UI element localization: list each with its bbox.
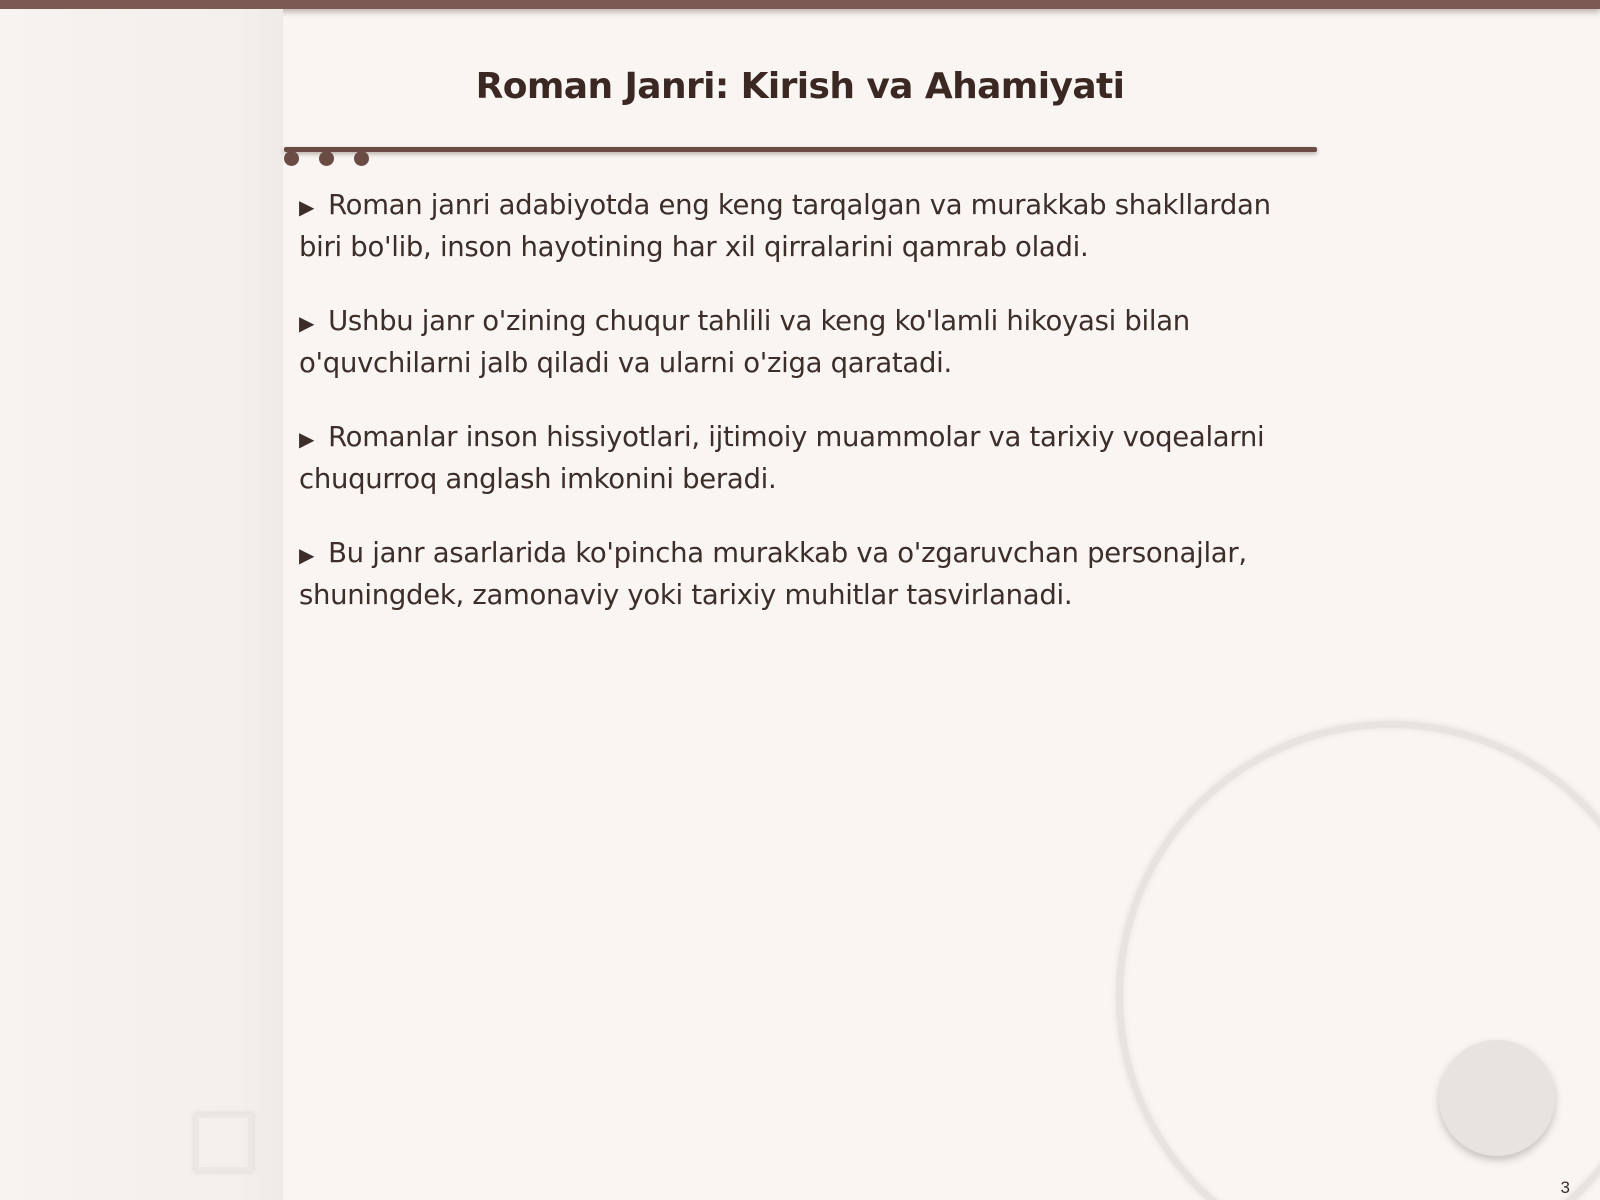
bullet-list <box>299 185 1279 649</box>
decorative-dot <box>354 151 369 166</box>
title-underline-rule <box>284 147 1317 152</box>
triangle-bullet-icon: ▶ <box>299 543 315 567</box>
left-side-panel <box>0 9 283 1200</box>
decorative-dot <box>284 151 299 166</box>
bullet-text: Roman janri adabiyotda eng keng tarqalgan va murakkab shakllardan biri bo'lib, inson hayotining har xil qirralarini qamrab oladi. <box>299 189 1271 263</box>
bullet-item <box>299 185 1279 267</box>
bullet-text: Ushbu janr o'zining chuqur tahlili va keng ko'lamli hikoyasi bilan o'quvchilarni jalb qiladi va ularni o'ziga qaratadi. <box>299 305 1190 379</box>
triangle-bullet-icon: ▶ <box>299 195 315 219</box>
triangle-bullet-icon: ▶ <box>299 427 315 451</box>
bullet-item <box>299 301 1279 383</box>
decorative-circle <box>1439 1040 1555 1156</box>
bullet-item <box>299 417 1279 499</box>
slide-title: Roman Janri: Kirish va Ahamiyati <box>475 66 1125 107</box>
bullet-text: Romanlar inson hissiyotlari, ijtimoiy muammolar va tarixiy voqealarni chuqurroq anglash imkonini beradi. <box>299 421 1265 495</box>
top-accent-bar <box>0 0 1600 9</box>
page-number: 3 <box>1560 1178 1570 1197</box>
decorative-square <box>194 1113 253 1172</box>
triangle-bullet-icon: ▶ <box>299 311 315 335</box>
decorative-dot <box>319 151 334 166</box>
bullet-text: Bu janr asarlarida ko'pincha murakkab va o'zgaruvchan personajlar, shuningdek, zamonaviy yoki tarixiy muhitlar tasvirlanadi. <box>299 537 1247 611</box>
bullet-item <box>299 533 1279 615</box>
